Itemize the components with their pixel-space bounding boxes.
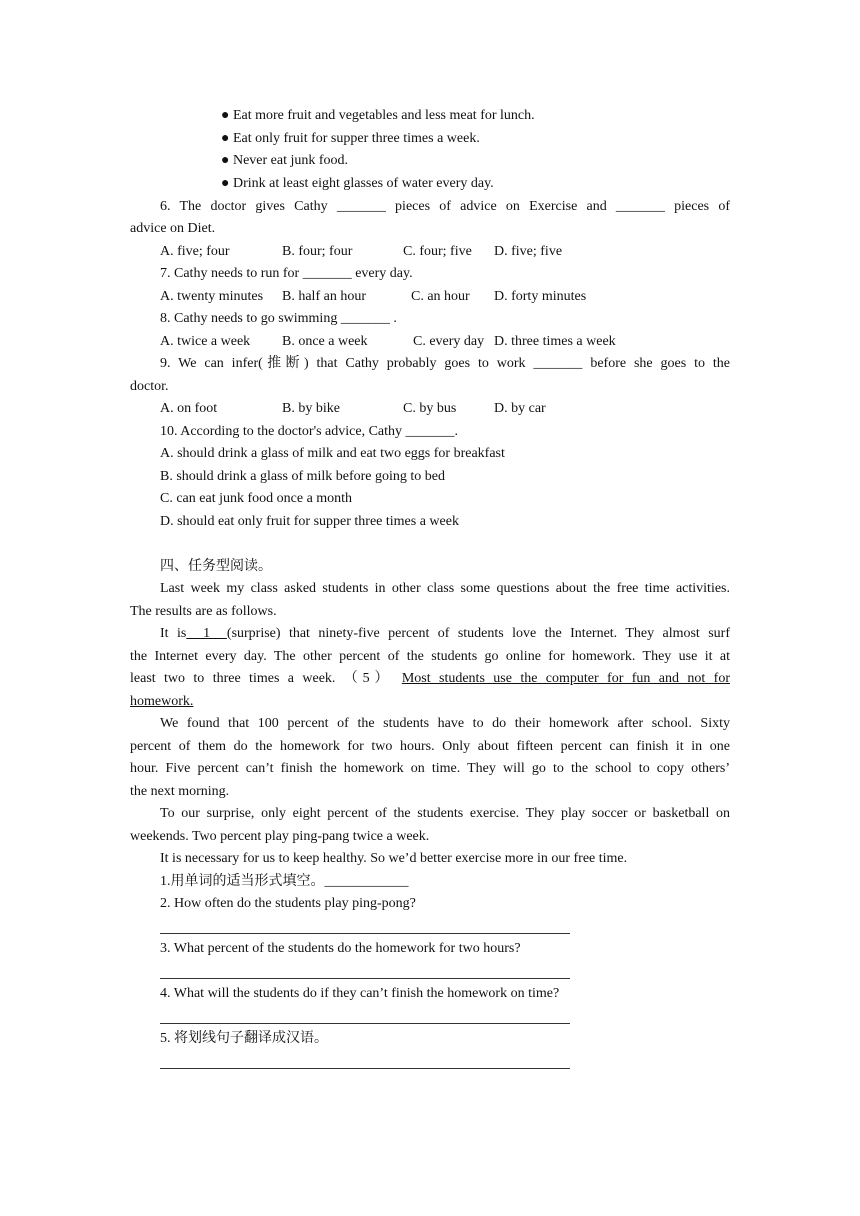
q8-option-c: C. every day [413,334,485,349]
underlined-sentence-end: homework. [130,694,194,709]
q9-option-c: C. by bus [403,401,457,416]
question-6-cont: advice on Diet. [130,221,216,236]
q9-option-a: A. on foot [160,401,218,416]
task-1: 1.用单词的适当形式填空。____________ [160,874,409,889]
answer-line[interactable] [160,1068,570,1069]
passage-line: We found that 100 percent of the students have to do their homework after school. Sixty [160,716,730,731]
bullet-item: ● Never eat junk food. [221,153,349,168]
passage-line: hour. Five percent can’t finish the homework on time. They will go to the school to copy others’ [130,761,730,776]
passage-line: It is necessary for us to keep healthy. So we’d better exercise more in our free time. [160,851,628,866]
bullet-item: ● Eat only fruit for supper three times a week. [221,131,480,146]
passage-text: least two to three times a week. （5） [130,671,394,686]
q9-option-d: D. by car [494,401,546,416]
bullet-item: ● Drink at least eight glasses of water every day. [221,176,494,191]
question-6: 6. The doctor gives Cathy _______ pieces of advice on Exercise and _______ pieces of [160,199,730,214]
q7-option-c: C. an hour [411,289,470,304]
task-5: 5. 将划线句子翻译成汉语。 [160,1031,328,1046]
task-2: 2. How often do the students play ping-pong? [160,896,416,911]
q8-option-b: B. once a week [282,334,368,349]
q7-option-a: A. twenty minutes [160,289,264,304]
q10-option-b: B. should drink a glass of milk before going to bed [160,469,446,484]
passage-text: (surprise) that ninety-five percent of students love the Internet. They almost surf [226,626,730,641]
q9-option-b: B. by bike [282,401,340,416]
blank-1: 1 [186,626,227,641]
answer-line[interactable] [160,1023,570,1024]
question-8: 8. Cathy needs to go swimming _______ . [160,311,397,326]
q7-option-b: B. half an hour [282,289,366,304]
q7-option-d: D. forty minutes [494,289,587,304]
q8-option-d: D. three times a week [494,334,616,349]
q10-option-a: A. should drink a glass of milk and eat two eggs for breakfast [160,446,505,461]
bullet-item: ● Eat more fruit and vegetables and less meat for lunch. [221,108,535,123]
section-heading: 四、任务型阅读。 [160,559,272,574]
passage-text: It is [160,626,187,641]
question-9-cont: doctor. [130,379,169,394]
q6-option-c: C. four; five [403,244,472,259]
question-7: 7. Cathy needs to run for _______ every day. [160,266,413,281]
task-4: 4. What will the students do if they can’t finish the homework on time? [160,986,560,1001]
passage-line: Last week my class asked students in other class some questions about the free time activities. [160,581,730,596]
answer-line[interactable] [160,933,570,934]
passage-line: the next morning. [130,784,230,799]
q8-option-a: A. twice a week [160,334,251,349]
q10-option-c: C. can eat junk food once a month [160,491,353,506]
passage-line: percent of them do the homework for two hours. Only about fifteen percent can finish it in one [130,739,730,754]
passage-line: the Internet every day. The other percent of the students go online for homework. They use it at [130,649,730,664]
q6-option-a: A. five; four [160,244,230,259]
task-3: 3. What percent of the students do the homework for two hours? [160,941,521,956]
q10-option-d: D. should eat only fruit for supper three times a week [160,514,459,529]
answer-line[interactable] [160,978,570,979]
passage-line: weekends. Two percent play ping-pang twice a week. [130,829,430,844]
passage-line: The results are as follows. [130,604,277,619]
question-9: 9. We can infer(推断) that Cathy probably goes to work _______ before she goes to the [160,356,730,371]
passage-line [130,670,730,688]
passage-line: To our surprise, only eight percent of the students exercise. They play soccer or basketball on [160,806,730,821]
q6-option-d: D. five; five [494,244,563,259]
question-10: 10. According to the doctor's advice, Cathy _______. [160,424,459,439]
passage-line [160,625,730,643]
underlined-sentence: Most students use the computer for fun and not for [401,671,730,686]
q6-option-b: B. four; four [282,244,353,259]
